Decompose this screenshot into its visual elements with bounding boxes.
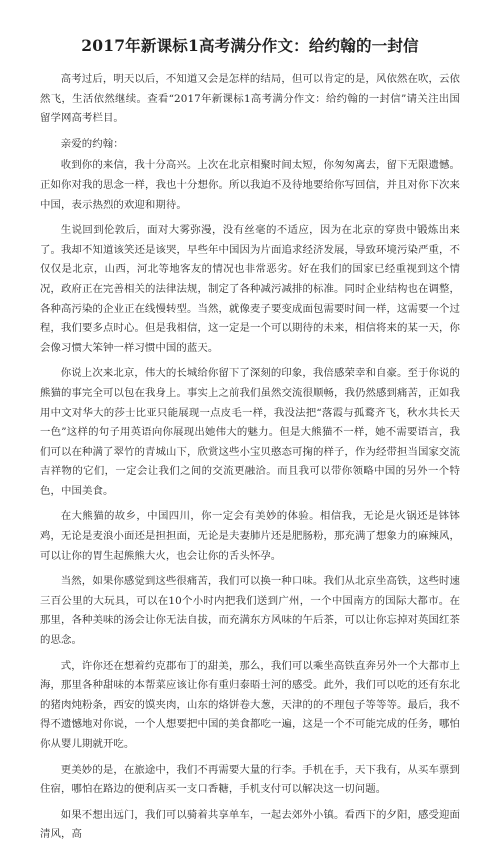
document-title: 2017年新课标1高考满分作文：给约翰的一封信 [81,36,419,55]
paragraph-salutation: 亲爱的约翰： [60,137,124,150]
paragraph-intro: 高考过后，明天以后，不知道又会是怎样的结局，但可以肯定的是，风依然在吹，云依然飞，生活依然继续。查看“2017年新课标1高考满分作文：给约翰的一封信”请关注出国留学网高考栏目。 [40,73,460,125]
paragraph-body-1: 收到你的来信，我十分高兴。上次在北京相聚时间太短，你匆匆离去，留下无限遗憾。正如你对我的思念一样，我也十分想你。所以我迫不及待地要给你写回信，并且对你下次来中国，表示热烈的欢迎和期待。 [40,159,460,211]
paragraph-body-5: 当然，如果你感觉到这些很痛苦，我们可以换一种口味。我们从北京坐高铁，这些时速三百公里的大玩具，可以在10个小时内把我们送到广州，一个中国南方的国际大都市。在那里，各种美味的汤会让你无法自拔，而充满东方风味的午后茶，可以让你忘掉对英国红茶的思念。 [40,575,460,647]
paragraph-body-8: 如果不想出远门，我们可以骑着共享单车，一起去郊外小镇。看西下的夕阳，感受迎面清风，高 [40,808,460,841]
paragraph-body-6: 式，许你还在想着约克郡布丁的甜美，那么，我们可以乘坐高铁直奔另外一个大都市上海，那里各种甜味的本帮菜应该让你有重归泰晤士河的感受。此外，我们可以吃的还有东北的猪肉炖粉条，西安的馍夹肉，山东的烙饼卷大葱，天津的的不理包子等等等。最后，我不得不遗憾地对你说，一个人想要把中国的美食都吃一遍，这是一个不可能完成的任务，哪怕你从婴儿期就开吃。 [40,659,460,750]
paragraph-body-3: 你说上次来北京，伟大的长城给你留下了深刻的印象，我倍感荣幸和自豪。至于你说的熊猫的事完全可以包在我身上。事实上之前我们虽然交流很顺畅，我仍然感到痛苦，正如我用中文对华大的莎士比亚只能展现一点皮毛一样，我没法把“落霞与孤鹜齐飞，秋水共长天一色”这样的句子用英语向你展现出她伟大的魅力。但是大熊猫不一样，她不需要语言，我们可以在种满了翠竹的青城山下，欣赏这些小宝贝憨态可掬的样子，作为经带担当国家交流吉祥物的它们，一定会让我们之间的交流更融洽。而且我可以带你领略中国的另外一个特色，中国美食。 [40,367,460,497]
paragraph-body-7: 更美妙的是，在旅途中，我们不再需要大量的行李。手机在手，天下我有，从买车票到住宿，哪怕在路边的便利店买一支口香糖，手机支付可以解决这一切问题。 [40,763,460,796]
paragraph-body-4: 在大熊猫的故乡，中国四川，你一定会有美妙的体验。相信我，无论是火锅还是钵钵鸡，无论是麦浪小面还是担担面，无论是夫妻肺片还是肥肠粉，那充满了想象力的麻辣风，可以让你的胃生起熊熊大火，也会让你的舌头怀孕。 [40,510,460,562]
paragraph-body-2: 生说回到伦敦后，面对大雾弥漫，没有丝毫的不适应，因为在北京的穿贵中锻炼出来了。我却不知道该笑还是该哭，早些年中国因为片面追求经济发展，导致环境污染严重，不仅仅是北京，山西，河北等地客友的情况也非常恶劣。好在我们的国家已经重视到这个情况，政府正在完善相关的法律法规，制定了各种减污减排的标准。同时企业结构也在调整，各种高污染的企业正在线慢转型。当然，就像麦子要变成面包需要时间一样，这需要一个过程，我们要多点时心。但是我相信，这一定是一个可以期待的未来，相信将来的某一天，你会像习惯大笨钟一样习惯中国的蓝天。 [40,224,460,354]
